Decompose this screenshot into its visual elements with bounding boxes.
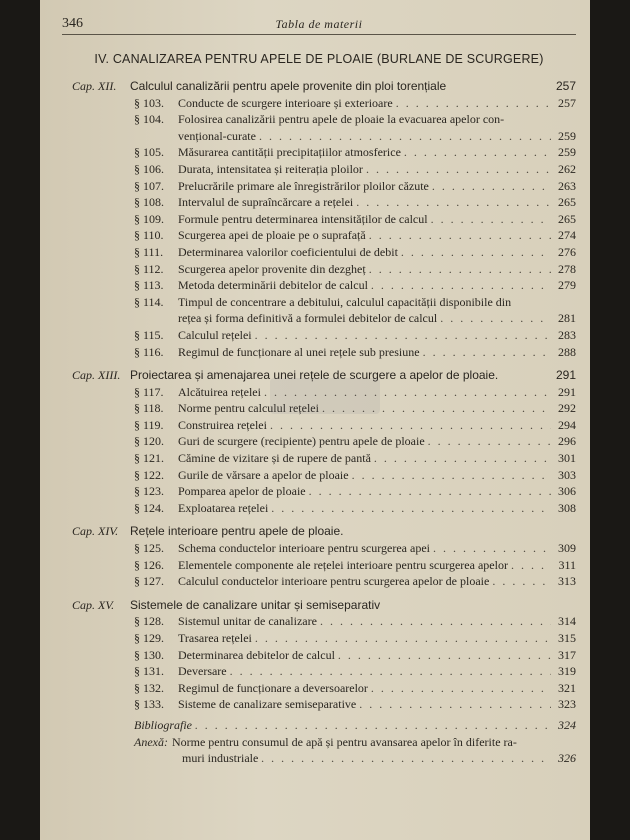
section-entry — [62, 277, 576, 294]
chapter-page: 257 — [555, 79, 576, 93]
section-entry — [62, 647, 576, 664]
section-row — [134, 261, 576, 278]
section-title: Exploatarea rețelei — [178, 500, 269, 515]
annex-entry — [62, 734, 576, 767]
leader-dots — [428, 433, 551, 450]
section-entry — [62, 417, 576, 434]
section-page: 308 — [558, 500, 576, 515]
section-entry — [62, 483, 576, 500]
chapter-label: Cap. XII. — [72, 79, 117, 93]
chapter-page: 291 — [555, 368, 576, 383]
section-page: 259 — [558, 128, 576, 143]
chapter-entry — [62, 523, 576, 540]
section-row — [134, 573, 576, 590]
chapter-row — [62, 78, 576, 95]
section-row — [134, 327, 576, 344]
page-number: 346 — [62, 16, 83, 31]
section-entry — [62, 211, 576, 228]
leader-dots — [271, 500, 551, 517]
section-title: Timpul de concentrare a debitului, calculul capacității disponibile din — [178, 294, 512, 309]
section-number: § 124. — [134, 500, 164, 515]
section-number: § 128. — [134, 614, 164, 629]
section-row — [134, 500, 576, 517]
section-page: 294 — [558, 417, 576, 432]
leader-dots — [356, 194, 551, 211]
section-number: § 115. — [134, 327, 164, 342]
section-page: 323 — [558, 697, 576, 712]
section-page: 265 — [558, 195, 576, 210]
section-number: § 112. — [134, 261, 164, 276]
leader-dots — [338, 647, 551, 664]
section-title: Determinarea debitelor de calcul — [178, 647, 335, 662]
section-number: § 122. — [134, 467, 164, 482]
section-entry — [62, 111, 576, 144]
section-title: Conducte de scurgere interioare și exterioare — [178, 95, 393, 110]
section-number: § 119. — [134, 417, 164, 432]
section-title: Intervalul de supraîncărcare a rețelei — [178, 195, 354, 210]
section-number: § 108. — [134, 195, 164, 210]
section-number: § 109. — [134, 211, 164, 226]
section-number: § 133. — [134, 697, 164, 712]
leader-dots — [259, 128, 551, 145]
table-of-contents — [62, 78, 576, 767]
section-entry — [62, 261, 576, 278]
section-page: 281 — [558, 311, 576, 326]
section-title: Trasarea rețelei — [178, 631, 252, 645]
section-title: Calculul conductelor interioare pentru scurgerea apelor de ploaie — [178, 574, 490, 589]
chapter-title: Proiectarea și amenajarea unei rețele de scurgere a apelor de ploaie. — [130, 368, 499, 383]
leader-dots — [371, 680, 551, 697]
section-entry — [62, 450, 576, 467]
section-entry — [62, 95, 576, 112]
annex-label: Anexă: — [134, 734, 168, 749]
leader-dots — [366, 161, 551, 178]
chapter-title: Calculul canalizării pentru apele provenite din ploi torențiale — [130, 79, 447, 93]
leader-dots — [423, 344, 551, 361]
section-title: Schema conductelor interioare pentru scurgerea apei — [178, 541, 430, 556]
section-row — [134, 161, 576, 178]
section-title: Norme pentru calculul rețelei — [178, 401, 319, 416]
chapter-title: Rețele interioare pentru apele de ploaie. — [130, 524, 344, 539]
section-row — [134, 630, 576, 647]
leader-dots — [404, 144, 551, 161]
leader-dots — [440, 310, 551, 327]
section-entry — [62, 613, 576, 630]
section-title: Elementele componente ale rețelei interioare pentru scurgerea apelor — [178, 557, 508, 572]
section-row — [134, 244, 576, 261]
leader-dots — [371, 277, 551, 294]
section-row — [134, 344, 576, 361]
section-title: Guri de scurgere (recipiente) pentru apele de ploaie — [178, 434, 425, 449]
section-page: 262 — [558, 161, 576, 176]
section-entry — [62, 294, 576, 327]
section-entry — [62, 630, 576, 647]
section-title-cont: rețea și forma definitivă a formulei debitelor de calcul — [178, 311, 438, 326]
section-row — [134, 294, 576, 311]
section-page: 306 — [558, 484, 576, 499]
section-row — [134, 680, 576, 697]
section-number: § 116. — [134, 344, 164, 359]
section-page: 309 — [558, 541, 576, 556]
leader-dots — [492, 573, 551, 590]
book-page — [40, 0, 590, 840]
chapter-label: Cap. XIII. — [72, 368, 121, 383]
section-title: Calculul rețelei — [178, 327, 252, 342]
section-entry — [62, 663, 576, 680]
leader-dots — [401, 244, 551, 261]
section-number: § 113. — [134, 278, 164, 293]
section-number: § 117. — [134, 384, 164, 399]
section-title: Cămine de vizitare și de rupere de pantă — [178, 451, 371, 466]
section-row — [134, 450, 576, 467]
section-title: Regimul de funcționare al unei rețele sub presiune — [178, 344, 420, 359]
leader-dots — [255, 327, 551, 344]
section-row — [134, 277, 576, 294]
section-page: 259 — [558, 145, 576, 160]
annex-title: Norme pentru consumul de apă și pentru avansarea apelor în diferite ra- — [171, 734, 517, 749]
bibliography-label: Bibliografie — [134, 717, 192, 732]
part-title: IV. CANALIZAREA PENTRU APELE DE PLOAIE (BURLANE DE SCURGERE) — [94, 52, 544, 66]
library-stamp — [270, 378, 380, 414]
section-entry — [62, 194, 576, 211]
section-title: Metoda determinării debitelor de calcul — [178, 278, 368, 293]
section-title: Prelucrările primare ale înregistrărilor ploilor căzute — [178, 178, 429, 193]
section-number: § 111. — [134, 244, 164, 259]
leader-dots — [369, 227, 551, 244]
section-row — [134, 557, 576, 574]
section-title: Scurgerea apei de ploaie pe o suprafață — [178, 228, 366, 243]
section-number: § 118. — [134, 401, 164, 416]
section-entry — [62, 573, 576, 590]
annex-page: 326 — [558, 751, 576, 766]
section-entry — [62, 540, 576, 557]
section-page: 278 — [558, 261, 576, 276]
section-number: § 130. — [134, 647, 164, 662]
section-page: 265 — [558, 211, 576, 226]
section-row — [134, 433, 576, 450]
leader-dots — [511, 557, 551, 574]
section-number: § 107. — [134, 178, 164, 193]
section-row — [134, 540, 576, 557]
page-header — [62, 14, 576, 35]
section-entry — [62, 433, 576, 450]
chapter-title: Sistemele de canalizare unitar și semiseparativ — [130, 597, 381, 612]
section-page: 257 — [558, 95, 576, 110]
section-entry — [62, 244, 576, 261]
leader-dots — [432, 178, 551, 195]
bibliography-entry — [62, 717, 576, 734]
bibliography-page: 324 — [558, 717, 576, 732]
running-title: Tabla de materii — [275, 17, 363, 31]
section-row — [134, 144, 576, 161]
leader-dots — [255, 630, 551, 647]
section-page: 274 — [558, 228, 576, 243]
section-number: § 125. — [134, 541, 164, 556]
section-title: Formule pentru determinarea intensităților de calcul — [178, 211, 428, 226]
section-row — [134, 663, 576, 680]
leader-dots — [309, 483, 551, 500]
section-row-cont — [134, 128, 576, 145]
section-page: 321 — [558, 680, 576, 695]
section-number: § 103. — [134, 95, 164, 110]
section-row — [134, 483, 576, 500]
section-page: 291 — [558, 384, 576, 399]
leader-dots — [261, 750, 551, 767]
leader-dots — [374, 450, 551, 467]
bibliography-row — [134, 717, 576, 734]
leader-dots — [352, 467, 551, 484]
section-page: 315 — [558, 631, 576, 645]
chapter-label: Cap. XV. — [72, 597, 115, 612]
section-entry — [62, 161, 576, 178]
section-page: 276 — [558, 244, 576, 259]
annex-title-cont: muri industriale — [182, 751, 259, 766]
section-row — [134, 227, 576, 244]
section-title-cont: vențional-curate — [178, 128, 256, 143]
section-number: § 105. — [134, 145, 164, 160]
leader-dots — [320, 613, 551, 630]
section-entry — [62, 144, 576, 161]
section-row — [134, 178, 576, 195]
annex-row — [134, 734, 576, 751]
section-entry — [62, 227, 576, 244]
section-number: § 129. — [134, 631, 164, 645]
section-page: 311 — [558, 557, 576, 572]
section-entry — [62, 327, 576, 344]
section-page: 314 — [558, 614, 576, 629]
section-page: 317 — [558, 647, 576, 662]
chapter-entry — [62, 78, 576, 95]
section-page: 263 — [558, 178, 576, 193]
section-number: § 123. — [134, 484, 164, 499]
section-entry — [62, 178, 576, 195]
section-title: Determinarea valorilor coeficientului de debit — [178, 244, 398, 259]
section-page: 292 — [558, 401, 576, 416]
section-page: 288 — [558, 344, 576, 359]
section-row — [134, 613, 576, 630]
leader-dots — [195, 717, 551, 734]
section-number: § 121. — [134, 451, 164, 466]
section-row-cont — [134, 310, 576, 327]
leader-dots — [230, 663, 551, 680]
section-page: 319 — [558, 664, 576, 679]
section-title: Scurgerea apelor provenite din dezgheț — [178, 261, 366, 276]
section-title: Construirea rețelei — [178, 417, 267, 432]
section-title: Pomparea apelor de ploaie — [178, 484, 306, 499]
section-number: § 114. — [134, 294, 164, 309]
section-entry — [62, 467, 576, 484]
section-page: 313 — [558, 574, 576, 589]
section-entry — [62, 696, 576, 713]
section-row — [134, 467, 576, 484]
chapter-label: Cap. XIV. — [72, 524, 119, 539]
chapter-row — [62, 523, 576, 540]
section-title: Sistemul unitar de canalizare — [178, 614, 317, 629]
leader-dots — [431, 211, 551, 228]
section-page: 296 — [558, 434, 576, 449]
section-number: § 131. — [134, 664, 164, 679]
section-entry — [62, 500, 576, 517]
leader-dots — [433, 540, 551, 557]
section-page: 303 — [558, 467, 576, 482]
section-number: § 106. — [134, 161, 164, 176]
chapter-row — [62, 597, 576, 614]
section-entry — [62, 344, 576, 361]
section-row — [134, 211, 576, 228]
annex-row-cont — [134, 750, 576, 767]
section-page: 279 — [558, 278, 576, 293]
section-number: § 127. — [134, 574, 164, 589]
section-title: Sisteme de canalizare semiseparative — [178, 697, 357, 712]
section-number: § 132. — [134, 680, 164, 695]
section-row — [134, 111, 576, 128]
leader-dots — [396, 95, 551, 112]
section-title: Folosirea canalizării pentru apele de ploaie la evacuarea apelor con- — [178, 112, 505, 127]
section-title: Durata, intensitatea și reiterația ploilor — [178, 161, 363, 176]
section-title: Alcătuirea rețelei — [178, 384, 261, 399]
section-entry — [62, 557, 576, 574]
section-row — [134, 696, 576, 713]
section-number: § 126. — [134, 557, 164, 572]
leader-dots — [359, 696, 551, 713]
leader-dots — [270, 417, 551, 434]
section-row — [134, 647, 576, 664]
section-entry — [62, 680, 576, 697]
section-row — [134, 194, 576, 211]
section-title: Gurile de vărsare a apelor de ploaie — [178, 467, 349, 482]
section-page: 283 — [558, 327, 576, 342]
section-row — [134, 95, 576, 112]
chapter-entry — [62, 597, 576, 614]
section-number: § 120. — [134, 434, 164, 449]
section-row — [134, 417, 576, 434]
section-page: 301 — [558, 451, 576, 466]
section-title: Măsurarea cantității precipitațiilor atmosferice — [178, 145, 401, 160]
section-number: § 110. — [134, 228, 164, 243]
leader-dots — [369, 261, 551, 278]
section-title: Regimul de funcționare a deversoarelor — [178, 680, 368, 695]
section-title: Deversare — [178, 664, 227, 679]
section-number: § 104. — [134, 112, 164, 127]
